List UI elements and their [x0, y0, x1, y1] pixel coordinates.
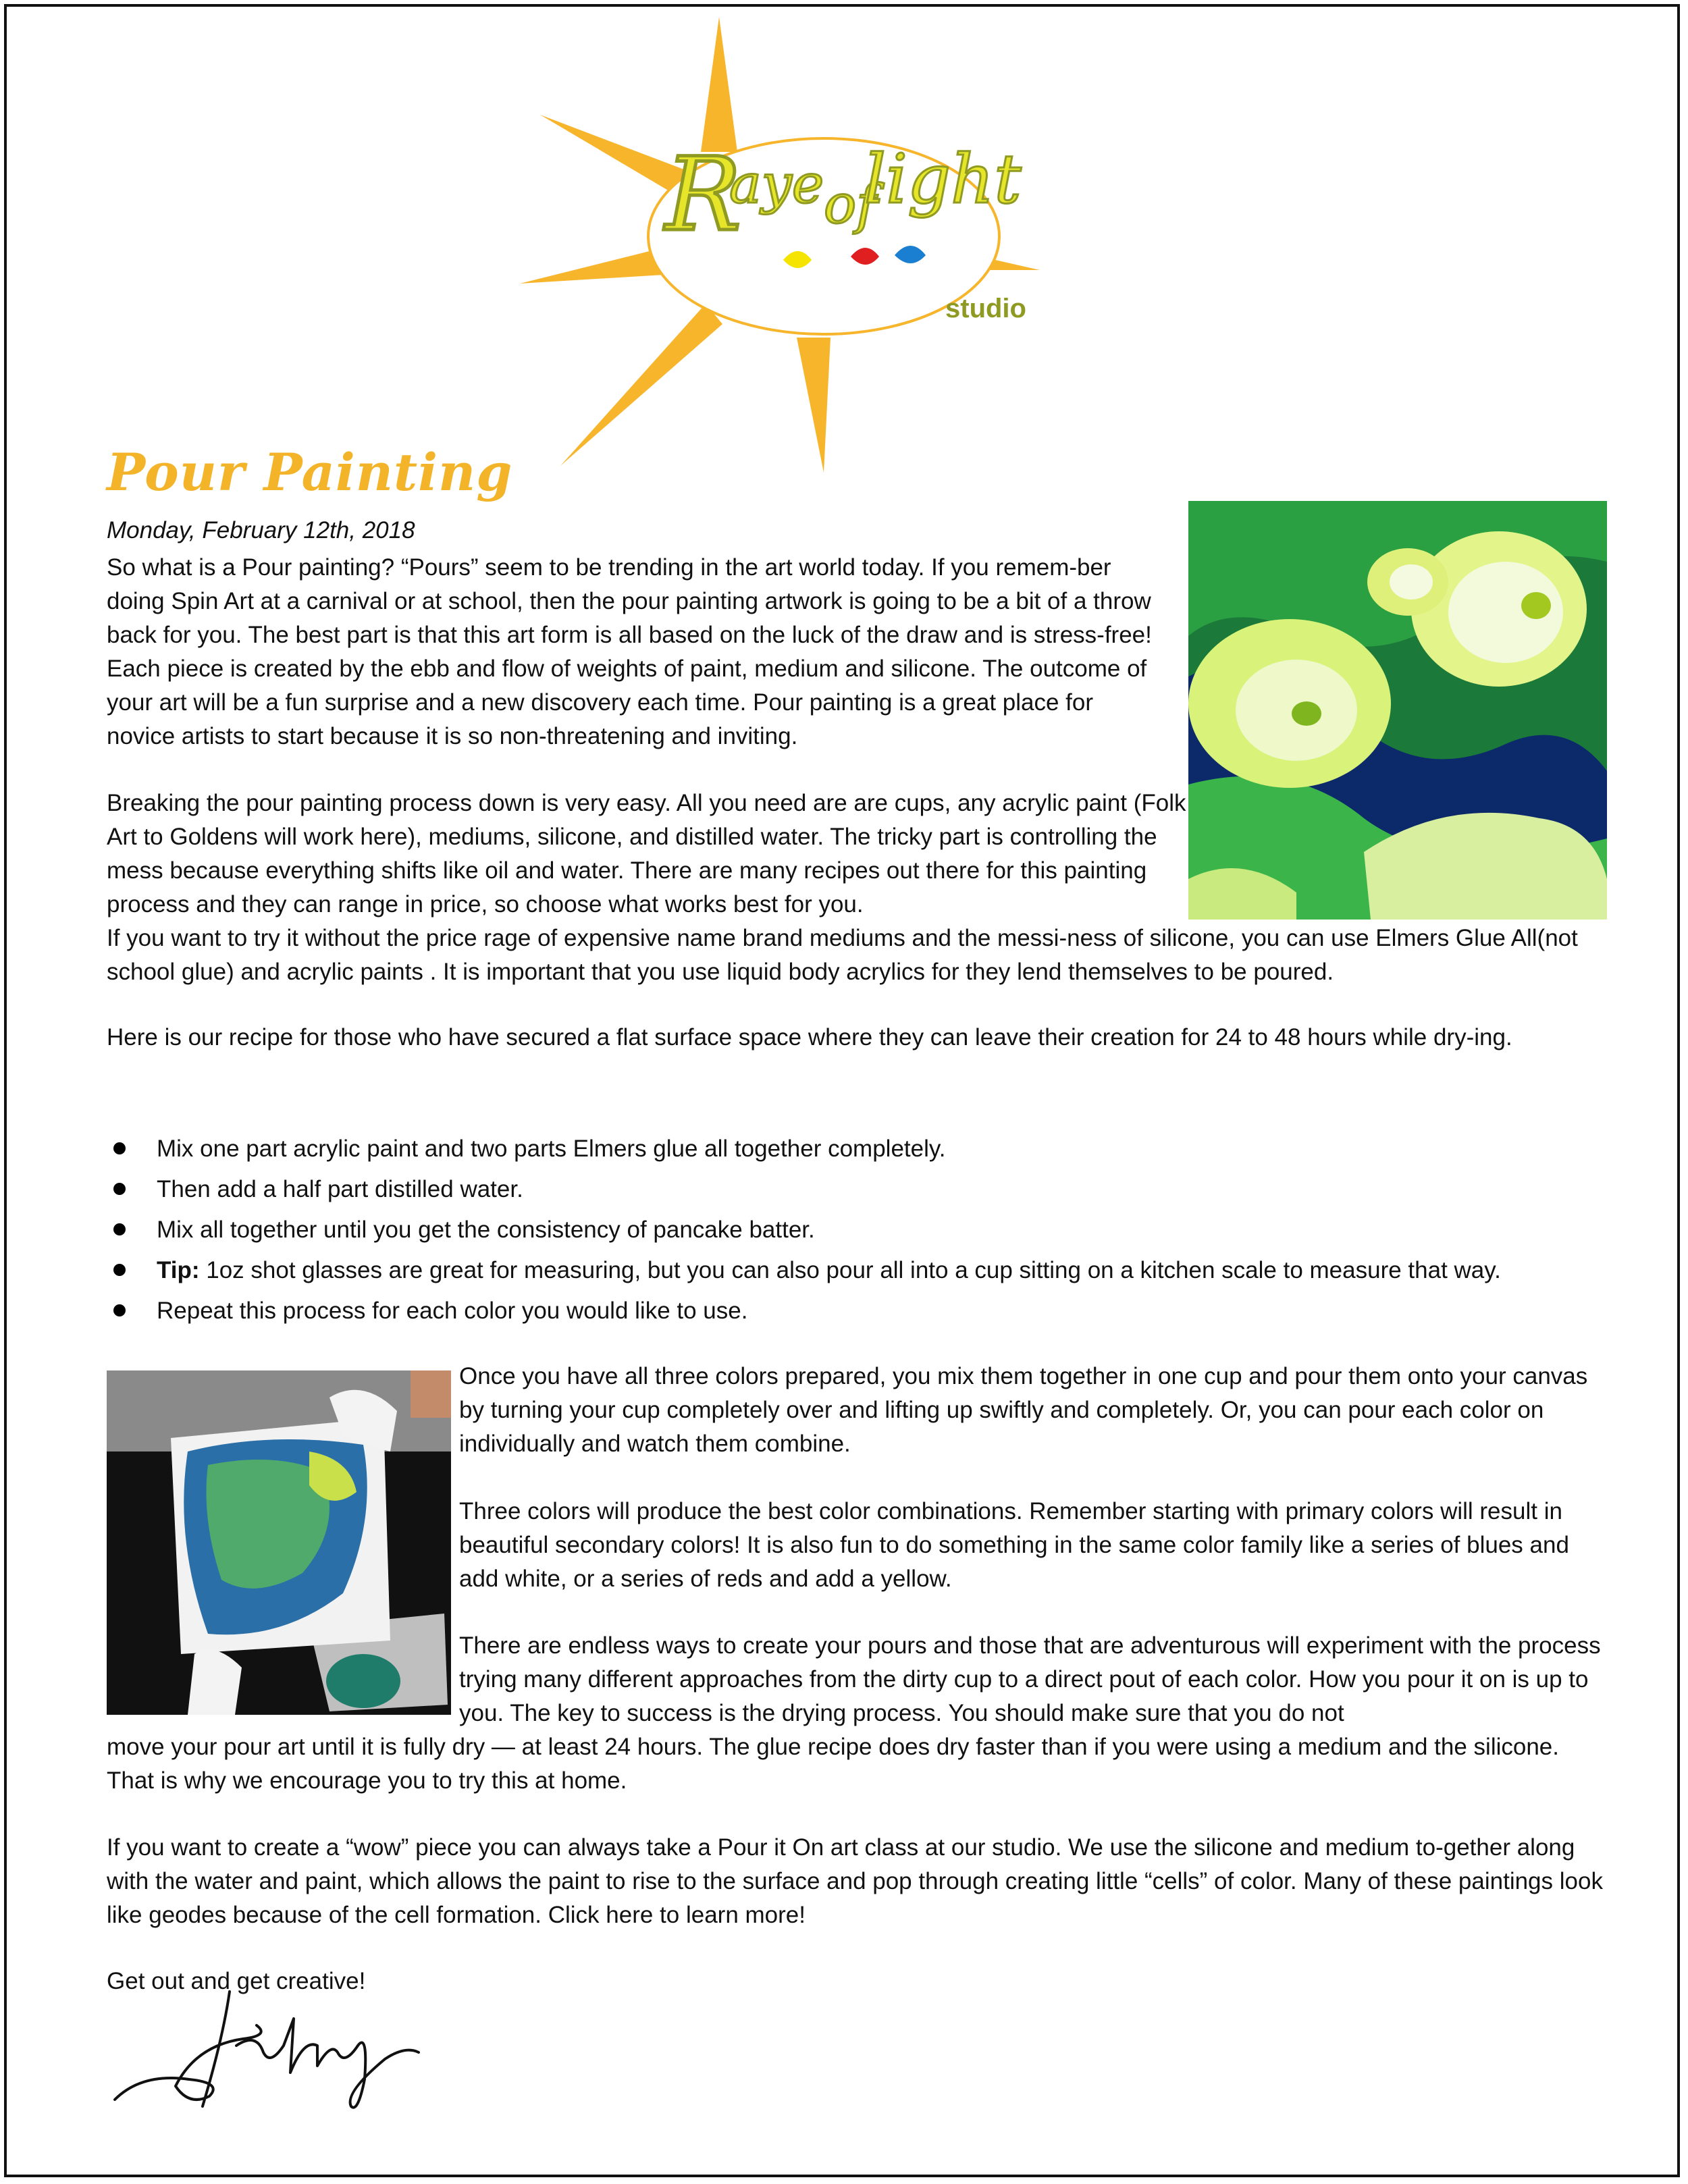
glue-recipe-paragraph: If you want to try it without the price rage of expensive name brand mediums and the messi-ness of silicone, you can use Elmers Glue All(not school glue) and acrylic paints . It is important that you use liquid body acrylics for they lend themselves to be poured.: [107, 925, 1578, 985]
process-paragraph: [107, 787, 1612, 989]
class-promo-paragraph: If you want to create a “wow” piece you can always take a Pour it On art class at our studio. We use the silicone and medium to-gether along with the water and paint, which allows the paint to rise to the surface and pop through creating little “cells” of color. Many of these paintings look like geodes because of the cell formation. Click here to learn more!: [107, 1834, 1603, 1928]
step-text: 1oz shot glasses are great for measuring, but you can also pour all into a cup sitting on a kitchen scale to measure that way.: [206, 1257, 1501, 1283]
handwritten-signature: [101, 1978, 425, 2113]
svg-text:aye: aye: [729, 153, 824, 215]
bullet-icon: [113, 1183, 126, 1195]
intro-paragraph: So what is a Pour painting? “Pours” seem to be trending in the art world today. If you remem-ber doing Spin Art at a carnival or at school, then the pour painting artwork is going to be a bit of a throw back for you. The best part is that this art form is all based on the luck of the draw and is stress-free! Each piece is created by the ebb and flow of weights of paint, medium and silicone. The outcome of your art will be a fun surprise and a new discovery each time. Pour painting is a great place for novice artists to start because it is so non-threatening and inviting.: [107, 554, 1152, 749]
bullet-icon: [113, 1223, 126, 1235]
step-text: Repeat this process for each color you would like to use.: [157, 1298, 748, 1324]
svg-text:studio: studio: [945, 294, 1026, 323]
recipe-steps-list: [107, 1129, 1612, 1331]
list-item: [107, 1291, 1612, 1331]
closing-line: Get out and get creative!: [107, 1968, 366, 1994]
article-title: Pour Painting: [107, 442, 513, 502]
bullet-icon: [113, 1264, 126, 1276]
article-date: Monday, February 12th, 2018: [107, 517, 415, 543]
rayeoflight-studio-logo: [486, 0, 1094, 486]
bullet-icon: [113, 1304, 126, 1316]
list-item: [107, 1169, 1612, 1210]
svg-text:of: of: [824, 173, 876, 236]
recipe-intro-paragraph: Here is our recipe for those who have secured a flat surface space where they can leave their creation for 24 to 48 hours while dry-ing.: [107, 1024, 1512, 1050]
pouring-canvas-photo: [107, 1370, 451, 1715]
colors-paragraph: Three colors will produce the best color combinations. Remember starting with primary colors will result in beautiful secondary colors! It is also fun to do something in the same color family like a series of blues and add white, or a series of reds and add a yellow.: [459, 1498, 1569, 1592]
process-paragraph-text: Breaking the pour painting process down is very easy. All you need are are cups, any acrylic paint (Folk Art to Goldens will work here), mediums, silicone, and distilled water. The tricky part is controlling the mess because everything shifts like oil and water. There are many recipes out there for this painting process and they can range in price, so choose what works best for you.: [107, 790, 1186, 917]
mixing-paragraph: Once you have all three colors prepared, you mix them together in one cup and pour them onto your canvas by turning your cup completely over and lifting up swiftly and completely. Or, you can pour each color on individually and watch them combine.: [459, 1363, 1588, 1457]
list-item: [107, 1129, 1612, 1169]
list-item: [107, 1210, 1612, 1250]
svg-text:light: light: [864, 140, 1022, 219]
drying-paragraph-part-1: There are endless ways to create your pours and those that are adventurous will experiment with the process trying many different approaches from the dirty cup to a direct pout of each color. How you pour it on is up to you. The key to success is the drying process. You should make sure that you do not: [459, 1632, 1601, 1726]
svg-text:R: R: [665, 136, 741, 254]
step-text: Mix all together until you get the consistency of pancake batter.: [157, 1217, 815, 1243]
step-text: Then add a half part distilled water.: [157, 1176, 523, 1202]
step-text: Mix one part acrylic paint and two parts Elmers glue all together completely.: [157, 1136, 946, 1162]
tip-label: Tip:: [157, 1257, 200, 1283]
drying-paragraph-part-2: move your pour art until it is fully dry — at least 24 hours. The glue recipe does dry faster than if you were using a medium and the silicone. That is why we encourage you to try this at home.: [107, 1734, 1559, 1794]
bullet-icon: [113, 1142, 126, 1154]
list-item: [107, 1250, 1612, 1291]
